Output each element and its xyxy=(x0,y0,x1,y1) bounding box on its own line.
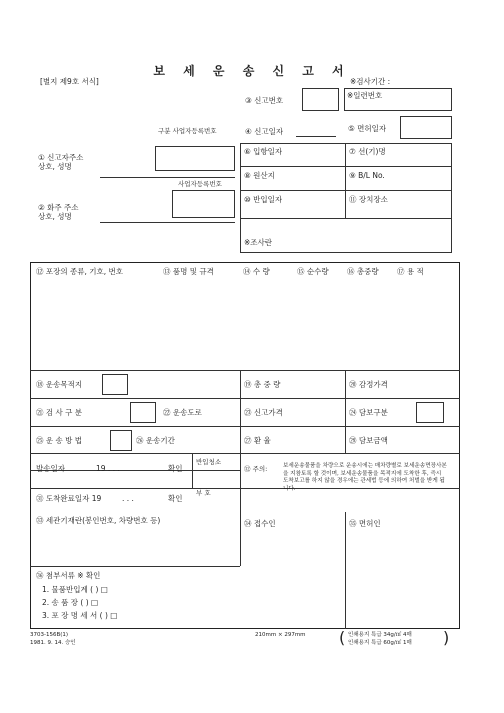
report-date-label: ④ 신고일자 xyxy=(245,127,284,136)
security-amount-label: ㉘ 담보금액 xyxy=(349,436,388,445)
total-weight-label: ⑲ 총 중 량 xyxy=(244,380,281,389)
destination-field[interactable] xyxy=(102,374,128,395)
serial-number-label: ※일련번호 xyxy=(347,91,383,100)
survey-label: ※조사란 xyxy=(244,238,273,247)
attachment-item-1[interactable]: 1. 물품반입계 ( ) □ xyxy=(42,585,108,594)
storage-location-label: ⑪ 장치장소 xyxy=(349,195,388,204)
shipper-field[interactable] xyxy=(172,190,235,218)
shipper-line xyxy=(100,222,235,223)
vessel-name-label: ⑦ 선(기)명 xyxy=(349,147,386,156)
biz-reg-no-label: 사업자등록번호 xyxy=(178,180,222,188)
manager-label: 반입청소 xyxy=(196,458,222,466)
declarant-field[interactable] xyxy=(155,146,235,171)
attachments-label: ㊱ 첨부서류 ※ 확인 xyxy=(36,571,101,580)
dispatch-confirm-label: 확인 xyxy=(168,464,183,473)
right-paren-icon: ) xyxy=(443,628,450,647)
declarant-line xyxy=(100,177,235,178)
col-item-spec: ⑬ 품명 및 규격 xyxy=(163,267,214,276)
report-number-label: ③ 신고번호 xyxy=(245,96,284,105)
import-date-label: ⑩ 반입일자 xyxy=(244,195,283,204)
deputy-label: 부 호 xyxy=(196,489,211,497)
entry-date-label: ⑥ 입항일자 xyxy=(244,147,283,156)
col-packaging: ⑫ 포장의 종류, 기호, 번호 xyxy=(36,267,124,276)
origin-label: ⑧ 원산지 xyxy=(244,171,275,180)
license-stamp-label: ㉟ 면허인 xyxy=(349,519,381,528)
appraised-price-label: ⑳ 감정가격 xyxy=(349,380,388,389)
paper-spec-1: 인쇄용지 특급 34g/㎡ 4매 xyxy=(348,632,412,638)
inspection-period-label: ※검사기간 : xyxy=(350,77,391,86)
license-date-field[interactable] xyxy=(400,116,452,139)
left-paren-icon: ( xyxy=(339,628,346,647)
customs-entry-label: ㉝ 세관기재란(봉인번호, 차량번호 등) xyxy=(36,516,161,525)
col-volume: ⑰ 용 적 xyxy=(397,267,424,276)
declared-price-label: ㉓ 신고가격 xyxy=(244,408,283,417)
category-label: 구분 사업자등록번호 xyxy=(158,127,217,135)
caution-label: ㉜ 주의: xyxy=(244,465,268,473)
col-gross-weight: ⑯ 총중량 xyxy=(347,267,379,276)
inspection-type-label: ㉑ 검 사 구 분 xyxy=(36,408,83,417)
attachment-item-3[interactable]: 3. 포 장 명 세 서 ( ) □ xyxy=(42,611,118,620)
dispatch-date-year: 19 . . . xyxy=(96,464,120,473)
transport-method-label: ㉕ 운 송 방 법 xyxy=(36,436,83,445)
paper-size: 210mm × 297mm xyxy=(255,632,306,638)
report-number-field[interactable] xyxy=(302,88,339,111)
col-quantity: ⑭ 수 량 xyxy=(243,267,270,276)
receipt-stamp-label: ㉞ 접수인 xyxy=(244,519,276,528)
exchange-rate-label: ㉗ 환 율 xyxy=(244,436,271,445)
form-title: 보 세 운 송 신 고 서 xyxy=(153,64,351,78)
inspection-type-field[interactable] xyxy=(130,402,156,423)
approval-date: 1981. 9. 14. 승인 xyxy=(30,640,76,646)
destination-label: ⑱ 운송목적지 xyxy=(36,380,83,389)
transport-period-label: ㉖ 운송기간 xyxy=(136,436,175,445)
transport-method-field[interactable] xyxy=(110,430,132,451)
security-type-field[interactable] xyxy=(416,402,444,423)
dispatch-date-label: 발송일자 xyxy=(36,464,65,473)
attachment-item-2[interactable]: 2. 송 품 장 ( ) □ xyxy=(42,598,99,607)
paper-spec-2: 인쇄용지 특급 60g/㎡ 1매 xyxy=(348,640,412,646)
transport-route-label: ㉒ 운송도로 xyxy=(163,408,202,417)
security-type-label: ㉔ 담보구분 xyxy=(349,408,388,417)
arrival-date-label: ㉛ 도착완료일자 19 xyxy=(36,494,102,503)
form-code: 3703-156B(1) xyxy=(30,632,69,638)
declarant-label: ① 신고자주소 상호, 성명 xyxy=(38,153,84,171)
col-net-quantity: ⑮ 순수량 xyxy=(297,267,329,276)
report-date-line[interactable] xyxy=(296,136,336,137)
shipper-label: ② 화주 주소 상호, 성명 xyxy=(38,203,79,221)
license-date-label: ⑤ 면허일자 xyxy=(348,124,387,133)
bl-number-label: ⑨ B/L No. xyxy=(349,171,385,180)
form-id: [별지 제9호 서식] xyxy=(40,77,99,86)
arrival-confirm-label: 확인 xyxy=(168,494,183,503)
arrival-date-dots: . . . xyxy=(122,494,134,503)
caution-text: 보세운송물품을 차량으로 운송시에는 매차량별로 보세운송면장사본을 지참토록 할 것이며, 보세운송물품을 목적지에 도착한 후, 즉시 도착보고를 하지 않을 경우에는 관세법 등에 의하여 처벌을 받게 됩니다. xyxy=(283,463,447,492)
